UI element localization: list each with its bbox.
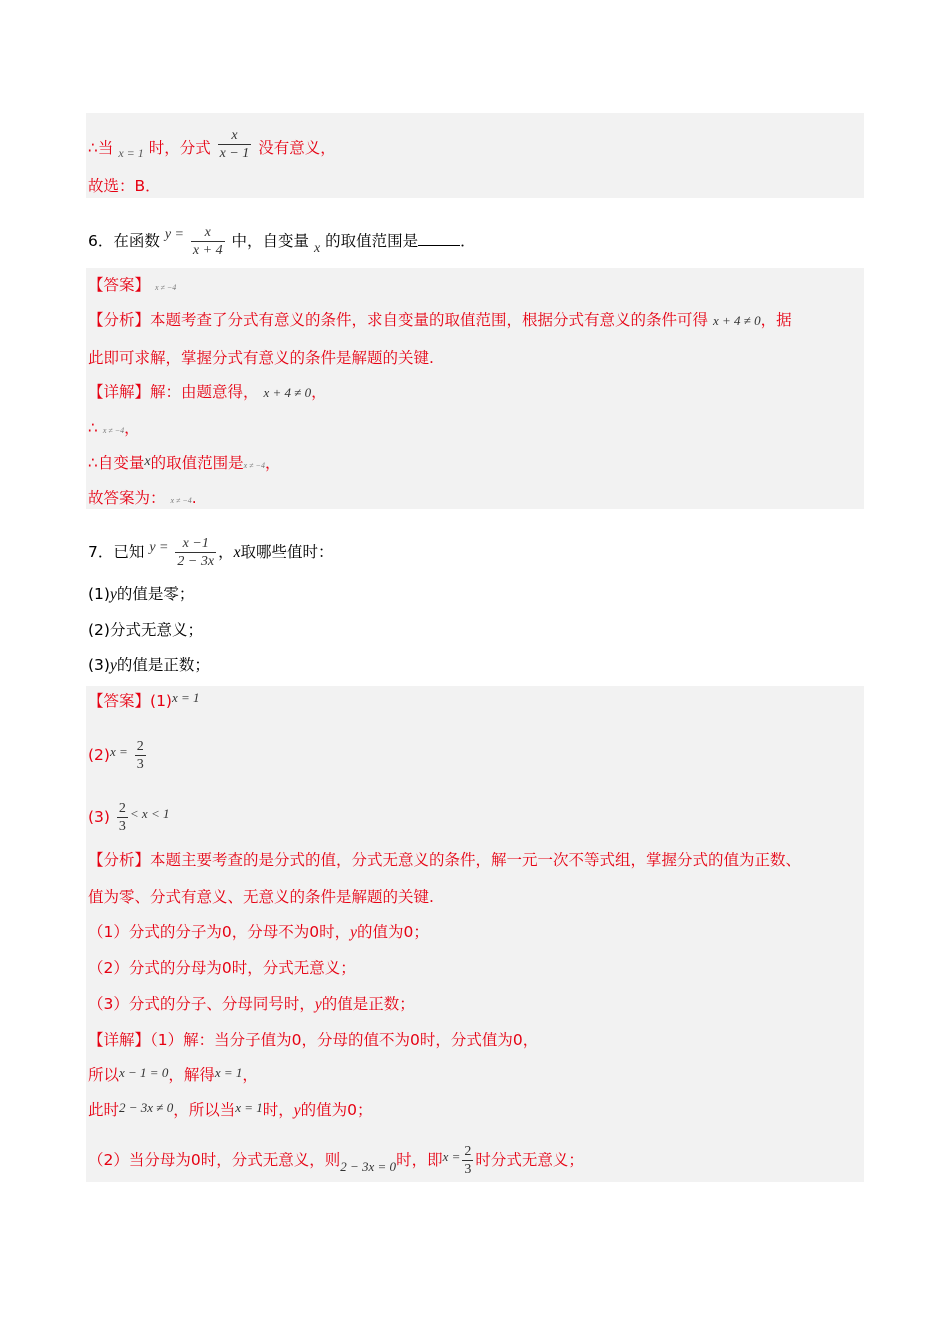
d3-d: 的值为0；	[300, 1101, 373, 1119]
ans2-den: 3	[136, 757, 144, 772]
q7-analysis-text1: 本题主要考查的是分式的值，分式无意义的条件，解一元一次不等式组，掌握分式的值为正数、	[150, 851, 802, 869]
d3-b: ，所以当	[173, 1101, 236, 1119]
therefore-symbol: ∴	[88, 419, 98, 437]
therefore-math: x ≠ −4	[102, 426, 125, 435]
q6-fraction	[191, 224, 225, 259]
q6-frac-den: x + 4	[192, 243, 223, 258]
q6-frac-num: x	[191, 224, 225, 242]
fraction-numerator: x	[218, 127, 252, 145]
ans3-rest: < x < 1	[129, 806, 170, 821]
q6-lead: 6．在函数	[88, 232, 160, 250]
part3-num: (3)	[88, 656, 110, 674]
q7-analysis-line2: 值为零、分式有意义、无意义的条件是解题的关键.	[88, 888, 434, 906]
q6-answer-line	[88, 275, 176, 298]
final-math: x ≠ −4	[170, 496, 192, 505]
ans3-num: 2	[118, 801, 126, 816]
d2-math1: x − 1 = 0	[119, 1065, 169, 1080]
analysis-label: 【分析】	[88, 311, 151, 329]
point1-a: （1）分式的分子为0，分母不为0时，	[88, 923, 351, 941]
ans3-prefix: (3)	[88, 808, 110, 826]
range-text-a: ∴自变量	[88, 454, 145, 472]
point3-y: y	[314, 996, 322, 1013]
analysis-text-b: ，据	[760, 311, 792, 329]
q6-var: x	[313, 241, 321, 256]
q7-answer-label: 【答案】	[88, 692, 151, 710]
detail-math: x + 4 ≠ 0	[263, 385, 312, 400]
ans2-fraction	[135, 738, 146, 773]
q6-mid: 中，自变量	[231, 232, 310, 250]
ans1-prefix: (1)	[150, 692, 172, 710]
d4-lhs: x =	[442, 1149, 461, 1164]
final-label: 故答案为：	[88, 489, 166, 507]
fraction	[218, 127, 252, 162]
d3-c: 时，	[262, 1101, 294, 1119]
q7-part1	[88, 584, 194, 605]
detail-label: 【详解】	[88, 383, 151, 401]
ans3-den: 3	[118, 819, 126, 834]
therefore-when: ∴当	[88, 139, 114, 157]
range-comma: ，	[264, 454, 281, 472]
ans2-num: 2	[136, 739, 144, 754]
point3-b: 的值是正数；	[321, 995, 415, 1013]
q7-detail-line2	[88, 1065, 258, 1086]
d4-c: 时分式无意义；	[475, 1151, 584, 1169]
q6-final-line	[88, 488, 197, 511]
answer-blank	[418, 231, 460, 246]
q7-y-equals: y =	[149, 540, 169, 555]
q7-frac-den: 2 − 3x	[177, 554, 215, 569]
d2-math2: x = 1	[214, 1065, 243, 1080]
analysis-text: 本题考查了分式有意义的条件，求自变量的取值范围，根据分式有意义的条件可得	[150, 311, 709, 329]
q7-part2: (2)分式无意义；	[88, 621, 203, 639]
q6-question	[88, 224, 476, 259]
time-frac-text: 时，分式	[148, 139, 211, 157]
d4-den: 3	[464, 1162, 472, 1177]
answer-math: x ≠ −4	[154, 283, 177, 292]
fraction-denominator: x − 1	[219, 146, 250, 161]
point1-b: 的值为0；	[356, 923, 429, 941]
q6-detail-line	[88, 382, 327, 403]
q7-frac-num: x −1	[175, 535, 216, 553]
point1-y: y	[350, 924, 357, 941]
meaningless-text: 没有意义，	[258, 139, 336, 157]
q7-answer1	[88, 691, 200, 712]
q7-analysis-point1	[88, 922, 429, 943]
d4-a: （2）当分母为0时，分式无意义，则	[88, 1151, 341, 1169]
d4-fraction	[462, 1143, 473, 1178]
q7-question: 7．已知 y = $\frac{x -1}{2 - 3x}$ ，x取哪些值时：	[88, 536, 334, 569]
q6-tail: 的取值范围是	[325, 232, 419, 250]
q7-analysis-label: 【分析】	[88, 851, 151, 869]
part1-y: y	[109, 586, 117, 603]
q7-detail-label: 【详解】	[88, 1031, 151, 1049]
ans1-math: x = 1	[171, 690, 200, 705]
d4-num: 2	[464, 1144, 472, 1159]
q6-range-line	[88, 453, 280, 476]
q7-answer3	[88, 800, 169, 835]
q7-detail-line1	[88, 1030, 538, 1050]
analysis-math: x + 4 ≠ 0	[712, 313, 761, 328]
final-period: .	[191, 489, 197, 507]
detail-d1: （1）解：当分子值为0，分母的值不为0时，分式值为0，	[150, 1031, 539, 1049]
ans3-fraction	[117, 800, 128, 835]
range-text-b: 的取值范围是	[150, 454, 244, 472]
q6-analysis-line2: 此即可求解，掌握分式有意义的条件是解题的关键.	[88, 349, 434, 367]
point3-a: （3）分式的分子、分母同号时，	[88, 995, 315, 1013]
d3-a: 此时	[88, 1101, 120, 1119]
q7-part3	[88, 655, 210, 676]
q7-detail-line4	[88, 1143, 584, 1178]
q7-detail-line3	[88, 1100, 373, 1121]
q7-lead: 7．已知	[88, 543, 145, 561]
d3-y: y	[293, 1102, 301, 1119]
ans2-lhs: x =	[109, 744, 128, 759]
q6-period: ．	[460, 232, 476, 250]
q5-conclusion-line	[88, 128, 336, 166]
q7-analysis-point2: （2）分式的分母为0时，分式无意义；	[88, 959, 356, 977]
d3-math2: x = 1	[235, 1100, 263, 1115]
d4-b: 时，即	[396, 1151, 443, 1169]
therefore-comma: ，	[124, 419, 140, 437]
q6-analysis-line1	[88, 310, 792, 331]
range-var: x	[144, 454, 151, 469]
detail-comma: ，	[311, 383, 327, 401]
part3-text: 的值是正数；	[116, 656, 210, 674]
detail-text: 解：由题意得，	[150, 383, 259, 401]
q7-tail: 取哪些值时：	[240, 543, 334, 561]
d4-math1: 2 − 3x = 0	[340, 1159, 397, 1174]
q7-fraction	[175, 535, 216, 570]
q6-therefore-line	[88, 418, 140, 441]
q7-analysis-point3	[88, 994, 415, 1015]
d2-c: ，	[242, 1066, 258, 1084]
d2-b: ，解得	[168, 1066, 215, 1084]
answer-label: 【答案】	[88, 276, 151, 294]
q7-analysis-line1	[88, 850, 801, 870]
d3-math1: 2 − 3x ≠ 0	[119, 1100, 174, 1115]
part1-num: (1)	[88, 585, 110, 603]
part1-text: 的值是零；	[116, 585, 195, 603]
range-math: x ≠ −4	[243, 461, 265, 470]
part3-y: y	[109, 657, 117, 674]
q7-x: x	[233, 544, 241, 561]
condition-math: x = 1	[118, 146, 144, 160]
q7-answer2	[88, 738, 148, 773]
q5-choice-line: 故选：B．	[88, 177, 161, 195]
d2-a: 所以	[88, 1066, 120, 1084]
y-equals: y =	[164, 227, 184, 242]
ans2-prefix: (2)	[88, 746, 110, 764]
